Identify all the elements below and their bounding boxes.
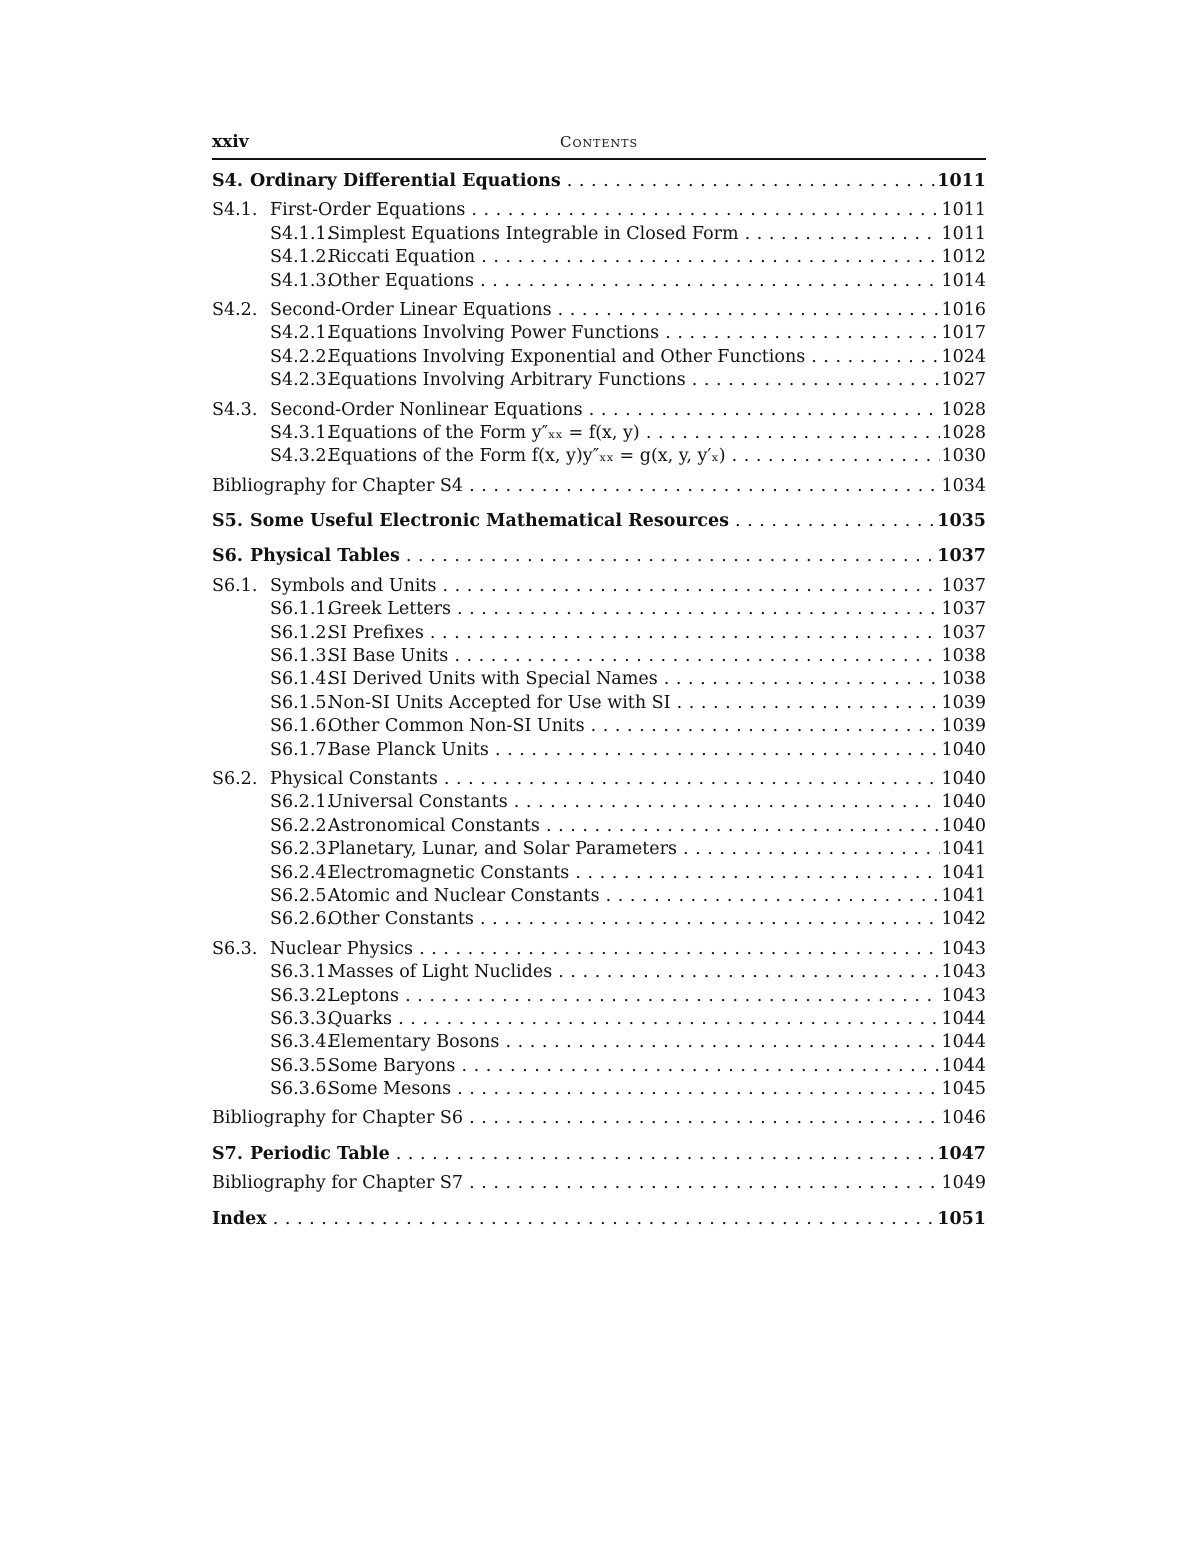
toc-entry-leader [212, 1031, 940, 1054]
toc-entry-page: 1028 [941, 422, 986, 443]
toc-entry-title: Other Constants [328, 909, 474, 930]
toc-entry-title: Universal Constants [328, 792, 508, 813]
toc-entry[interactable] [212, 838, 986, 861]
toc-entry-number: S6.1.6. [270, 716, 333, 737]
toc-entry-title: Bibliography for Chapter S6 [212, 1108, 463, 1129]
toc-entry-title: Leptons [328, 985, 399, 1006]
toc-entry-title: Nuclear Physics [270, 938, 413, 959]
toc-entry[interactable] [212, 445, 986, 468]
toc-entry-title: Some Useful Electronic Mathematical Resources [250, 511, 729, 532]
toc-entry-number: S6.3.1. [270, 962, 333, 983]
toc-entry-number: S6.2.3. [270, 839, 333, 860]
toc-entry-page: 1038 [941, 646, 986, 667]
toc-entry-title: Equations Involving Power Functions [328, 323, 660, 344]
toc-entry-leader [212, 422, 940, 445]
toc-entry[interactable] [212, 422, 986, 445]
toc-entry-leader [212, 1107, 940, 1130]
toc-entry-title: Other Equations [328, 270, 475, 291]
toc-entry-title: Masses of Light Nuclides [328, 962, 553, 983]
toc-entry-title: Non-SI Units Accepted for Use with SI [328, 692, 671, 713]
toc-entry-title: Physical Tables [250, 546, 400, 567]
toc-entry-page: 1046 [941, 1108, 986, 1129]
toc-entry-page: 1044 [941, 1008, 986, 1029]
toc-entry-title: Second-Order Linear Equations [270, 299, 552, 320]
toc-entry[interactable] [212, 1208, 986, 1231]
toc-entry-number: S6.2.5. [270, 885, 333, 906]
toc-entry-leader [212, 399, 940, 422]
toc-entry-page: 1049 [941, 1173, 986, 1194]
table-of-contents [212, 170, 986, 1231]
toc-entry-page: 1037 [941, 622, 986, 643]
toc-entry-number: S6.2. [212, 768, 258, 789]
toc-entry-page: 1016 [941, 299, 986, 320]
toc-entry-page: 1014 [941, 270, 986, 291]
toc-entry[interactable] [212, 1172, 986, 1195]
toc-entry-leader [212, 575, 940, 598]
toc-entry-page: 1041 [941, 839, 986, 860]
toc-entry-leader [212, 598, 940, 621]
toc-entry-leader [212, 1143, 940, 1166]
toc-entry-title: Bibliography for Chapter S4 [212, 475, 463, 496]
toc-entry-title: Equations of the Form y″ₓₓ = f(x, y) [328, 422, 640, 443]
toc-entry-leader [212, 299, 940, 322]
toc-entry-number: S4.3.2. [270, 446, 333, 467]
toc-entry-leader [212, 510, 940, 533]
toc-entry-leader [212, 885, 940, 908]
toc-entry[interactable] [212, 791, 986, 814]
running-title: Contents [560, 133, 638, 151]
toc-entry-page: 1037 [937, 546, 986, 567]
toc-entry[interactable] [212, 715, 986, 738]
toc-entry[interactable] [212, 510, 986, 533]
toc-entry-number: S6.2.6. [270, 909, 333, 930]
toc-entry-leader [212, 908, 940, 931]
toc-entry-title: Equations Involving Arbitrary Functions [328, 370, 686, 391]
toc-entry[interactable] [212, 862, 986, 885]
toc-entry[interactable] [212, 1008, 986, 1031]
toc-entry-number: S6. [212, 546, 243, 567]
toc-entry-title: Simplest Equations Integrable in Closed Form [328, 223, 739, 244]
toc-entry[interactable] [212, 475, 986, 498]
toc-entry-page: 1011 [941, 200, 986, 221]
toc-entry[interactable] [212, 692, 986, 715]
toc-entry[interactable] [212, 1055, 986, 1078]
toc-entry-page: 1044 [941, 1055, 986, 1076]
toc-entry-page: 1035 [937, 511, 986, 532]
toc-entry[interactable] [212, 668, 986, 691]
toc-entry-number: S6.3.3. [270, 1008, 333, 1029]
toc-entry-number: S6.2.4. [270, 862, 333, 883]
toc-entry[interactable] [212, 1143, 986, 1166]
toc-entry-number: S6.1.4. [270, 669, 333, 690]
toc-entry-page: 1028 [941, 399, 986, 420]
toc-entry-leader [212, 445, 940, 468]
toc-entry-leader [212, 739, 940, 762]
toc-entry[interactable] [212, 645, 986, 668]
toc-entry-page: 1012 [941, 247, 986, 268]
toc-entry[interactable] [212, 1078, 986, 1101]
toc-entry-page: 1027 [941, 370, 986, 391]
toc-entry-leader [212, 1172, 940, 1195]
toc-entry[interactable] [212, 369, 986, 392]
toc-entry-leader [212, 545, 940, 568]
toc-entry-leader [212, 1208, 940, 1231]
toc-entry-number: S6.3.5. [270, 1055, 333, 1076]
toc-entry-page: 1017 [941, 323, 986, 344]
toc-entry[interactable] [212, 399, 986, 422]
toc-entry-title: Some Mesons [328, 1079, 452, 1100]
toc-entry-leader [212, 369, 940, 392]
toc-entry-page: 1040 [941, 739, 986, 760]
page-header [212, 126, 986, 160]
toc-entry[interactable] [212, 938, 986, 961]
toc-entry-leader [212, 1055, 940, 1078]
toc-entry-number: S6.2.2. [270, 815, 333, 836]
toc-entry-number: S6.3. [212, 938, 258, 959]
toc-entry-page: 1043 [941, 985, 986, 1006]
toc-entry-title: Quarks [328, 1008, 393, 1029]
toc-entry-leader [212, 815, 940, 838]
toc-entry-title: Index [212, 1208, 267, 1229]
toc-entry-title: Equations of the Form f(x, y)y″ₓₓ = g(x, y, y′ₓ) [328, 446, 726, 467]
toc-entry-page: 1039 [941, 716, 986, 737]
toc-entry-page: 1039 [941, 692, 986, 713]
toc-entry[interactable] [212, 1107, 986, 1130]
toc-entry[interactable] [212, 908, 986, 931]
toc-entry[interactable] [212, 598, 986, 621]
toc-entry-page: 1041 [941, 862, 986, 883]
toc-entry-leader [212, 1078, 940, 1101]
toc-entry-number: S6.1.7. [270, 739, 333, 760]
toc-entry-leader [212, 838, 940, 861]
toc-entry[interactable] [212, 246, 986, 269]
toc-entry-leader [212, 938, 940, 961]
toc-entry-number: S5. [212, 511, 243, 532]
toc-entry[interactable] [212, 322, 986, 345]
toc-entry[interactable] [212, 815, 986, 838]
toc-entry-leader [212, 862, 940, 885]
toc-entry-title: Bibliography for Chapter S7 [212, 1173, 463, 1194]
toc-entry-page: 1034 [941, 475, 986, 496]
toc-entry-title: SI Derived Units with Special Names [328, 669, 658, 690]
toc-entry-title: Symbols and Units [270, 575, 437, 596]
toc-entry-leader [212, 768, 940, 791]
toc-entry-number: S6.3.4. [270, 1032, 333, 1053]
toc-entry[interactable] [212, 961, 986, 984]
toc-entry-title: SI Prefixes [328, 622, 424, 643]
toc-entry[interactable] [212, 299, 986, 322]
toc-entry-number: S4.2.2. [270, 346, 333, 367]
toc-entry-page: 1024 [941, 346, 986, 367]
toc-entry-number: S4.1.3. [270, 270, 333, 291]
toc-entry-number: S6.2.1. [270, 792, 333, 813]
toc-entry-number: S4. [212, 171, 243, 191]
toc-entry-page: 1040 [941, 792, 986, 813]
toc-entry-page: 1040 [941, 815, 986, 836]
toc-entry-number: S6.3.2. [270, 985, 333, 1006]
toc-entry-page: 1042 [941, 909, 986, 930]
toc-entry[interactable] [212, 739, 986, 762]
toc-entry-number: S4.2.1. [270, 323, 333, 344]
toc-entry-title: Greek Letters [328, 599, 451, 620]
toc-entry-leader [212, 668, 940, 691]
toc-entry[interactable] [212, 170, 986, 193]
toc-entry-page: 1011 [937, 171, 986, 191]
toc-entry-leader [212, 961, 940, 984]
toc-entry[interactable] [212, 270, 986, 293]
toc-entry-page: 1030 [941, 446, 986, 467]
toc-entry-leader [212, 645, 940, 668]
toc-entry-leader [212, 985, 940, 1008]
toc-entry-leader [212, 346, 940, 369]
toc-entry-leader [212, 170, 940, 193]
toc-entry-title: SI Base Units [328, 646, 449, 667]
toc-entry-title: Riccati Equation [328, 247, 476, 268]
toc-entry-page: 1041 [941, 885, 986, 906]
toc-entry-number: S6.1.3. [270, 646, 333, 667]
toc-entry-leader [212, 622, 940, 645]
toc-entry[interactable] [212, 1031, 986, 1054]
toc-entry-page: 1011 [941, 223, 986, 244]
toc-entry-page: 1045 [941, 1079, 986, 1100]
toc-entry-leader [212, 246, 940, 269]
toc-entry-page: 1038 [941, 669, 986, 690]
toc-entry-page: 1047 [937, 1143, 986, 1164]
toc-entry-leader [212, 199, 940, 222]
toc-entry[interactable] [212, 545, 986, 568]
toc-entry-leader [212, 270, 940, 293]
toc-entry-number: S6.1.2. [270, 622, 333, 643]
toc-entry-number: S4.1. [212, 200, 258, 221]
page-folio: xxiv [212, 132, 249, 152]
toc-entry-page: 1051 [937, 1208, 986, 1229]
toc-entry-title: Electromagnetic Constants [328, 862, 570, 883]
toc-entry-number: S4.3. [212, 399, 258, 420]
toc-entry-page: 1040 [941, 768, 986, 789]
toc-entry-leader [212, 715, 940, 738]
toc-entry[interactable] [212, 885, 986, 908]
contents-page [212, 126, 986, 1231]
toc-entry-title: Planetary, Lunar, and Solar Parameters [328, 839, 677, 860]
toc-entry-number: S4.2. [212, 299, 258, 320]
toc-entry-title: Astronomical Constants [328, 815, 540, 836]
toc-entry-title: Physical Constants [270, 768, 438, 789]
toc-entry[interactable] [212, 223, 986, 246]
toc-entry[interactable] [212, 575, 986, 598]
toc-entry-leader [212, 791, 940, 814]
toc-entry-number: S4.3.1. [270, 422, 333, 443]
toc-entry-page: 1044 [941, 1032, 986, 1053]
toc-entry-number: S6.1.5. [270, 692, 333, 713]
toc-entry-number: S6.1. [212, 575, 258, 596]
toc-entry-title: Base Planck Units [328, 739, 489, 760]
toc-entry[interactable] [212, 768, 986, 791]
toc-entry-title: Second-Order Nonlinear Equations [270, 399, 583, 420]
toc-entry-title: Other Common Non-SI Units [328, 716, 585, 737]
toc-entry-leader [212, 475, 940, 498]
toc-entry-title: Atomic and Nuclear Constants [328, 885, 600, 906]
toc-entry-title: First-Order Equations [270, 200, 466, 221]
toc-entry-leader [212, 1008, 940, 1031]
toc-entry-title: Periodic Table [250, 1143, 390, 1164]
toc-entry[interactable] [212, 199, 986, 222]
toc-entry-title: Ordinary Differential Equations [250, 171, 561, 191]
toc-entry-page: 1043 [941, 962, 986, 983]
toc-entry-page: 1037 [941, 599, 986, 620]
toc-entry-page: 1043 [941, 938, 986, 959]
toc-entry-number: S7. [212, 1143, 243, 1164]
toc-entry-number: S4.1.2. [270, 247, 333, 268]
toc-entry-number: S4.1.1. [270, 223, 333, 244]
toc-entry-leader [212, 692, 940, 715]
toc-entry-leader [212, 223, 940, 246]
toc-entry[interactable] [212, 346, 986, 369]
toc-entry-page: 1037 [941, 575, 986, 596]
toc-entry[interactable] [212, 985, 986, 1008]
toc-entry[interactable] [212, 622, 986, 645]
toc-entry-leader [212, 322, 940, 345]
toc-entry-number: S6.3.6. [270, 1079, 333, 1100]
toc-entry-title: Equations Involving Exponential and Other Functions [328, 346, 806, 367]
toc-entry-number: S6.1.1. [270, 599, 333, 620]
toc-entry-title: Elementary Bosons [328, 1032, 500, 1053]
toc-entry-title: Some Baryons [328, 1055, 456, 1076]
toc-entry-number: S4.2.3. [270, 370, 333, 391]
